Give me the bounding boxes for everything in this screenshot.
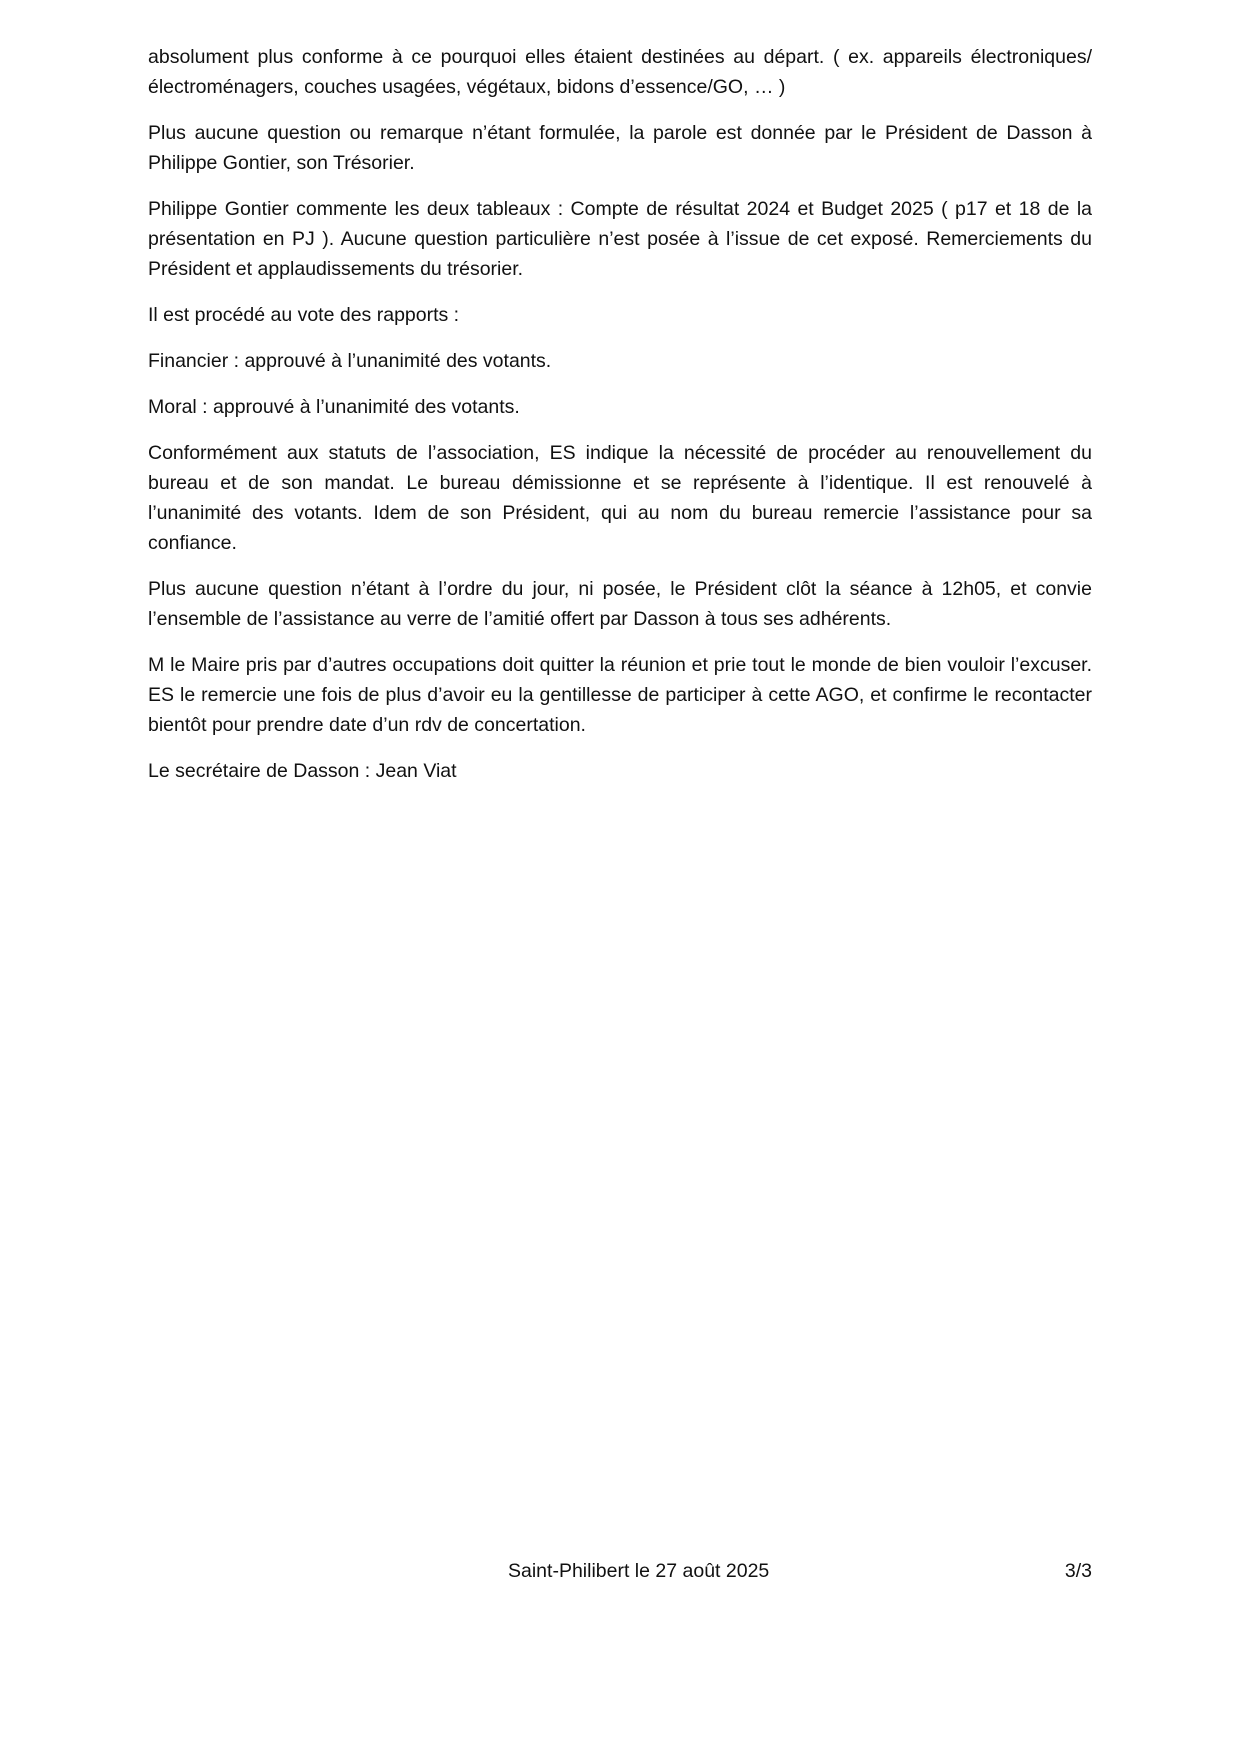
paragraph-mayor-departure: M le Maire pris par d’autres occupations doit quitter la réunion et prie tout le monde de bien vouloir l’excuser. ES le remercie une fois de plus d’avoir eu la gentillesse de participer à cette AGO, et confirme le recontacter bientôt pour prendre date d’un rdv de concertation. (148, 654, 1092, 736)
footer-place-date: Saint-Philibert le 27 août 2025 (508, 1560, 770, 1582)
paragraph-vote-intro: Il est procédé au vote des rapports : (148, 304, 460, 326)
page-footer (0, 1556, 1240, 1586)
paragraph-financial-report: Philippe Gontier commente les deux tableaux : Compte de résultat 2024 et Budget 2025 ( p17 et 18 de la présentation en PJ ). Aucune question particulière n’est posée à l’issue de cet exposé. Remerciements du Président et applaudissements du trésorier. (148, 198, 1092, 280)
document-body (148, 42, 1092, 802)
footer-page-number: 3/3 (1064, 1560, 1092, 1582)
paragraph-secretary-signature: Le secrétaire de Dasson : Jean Viat (148, 760, 457, 782)
paragraph-bureau-renewal: Conformément aux statuts de l’association, ES indique la nécessité de procéder au renouvellement du bureau et de son mandat. Le bureau démissionne et se représente à l’identique. Il est renouvelé à l’unanimité des votants. Idem de son Président, qui au nom du bureau remercie l’assistance pour sa confiance. (148, 442, 1092, 554)
paragraph-session-closing: Plus aucune question n’étant à l’ordre du jour, ni posée, le Président clôt la séance à 12h05, et convie l’ensemble de l’assistance au verre de l’amitié offert par Dasson à tous ses adhérents. (148, 578, 1092, 630)
paragraph-waste-examples: absolument plus conforme à ce pourquoi elles étaient destinées au départ. ( ex. appareils électroniques/électroménagers, couches usagées, végétaux, bidons d’essence/GO, … ) (148, 46, 1092, 98)
paragraph-vote-financial: Financier : approuvé à l’unanimité des votants. (148, 350, 552, 372)
paragraph-vote-moral: Moral : approuvé à l’unanimité des votants. (148, 396, 520, 418)
paragraph-floor-to-treasurer: Plus aucune question ou remarque n’étant formulée, la parole est donnée par le Président de Dasson à Philippe Gontier, son Trésorier. (148, 122, 1092, 174)
